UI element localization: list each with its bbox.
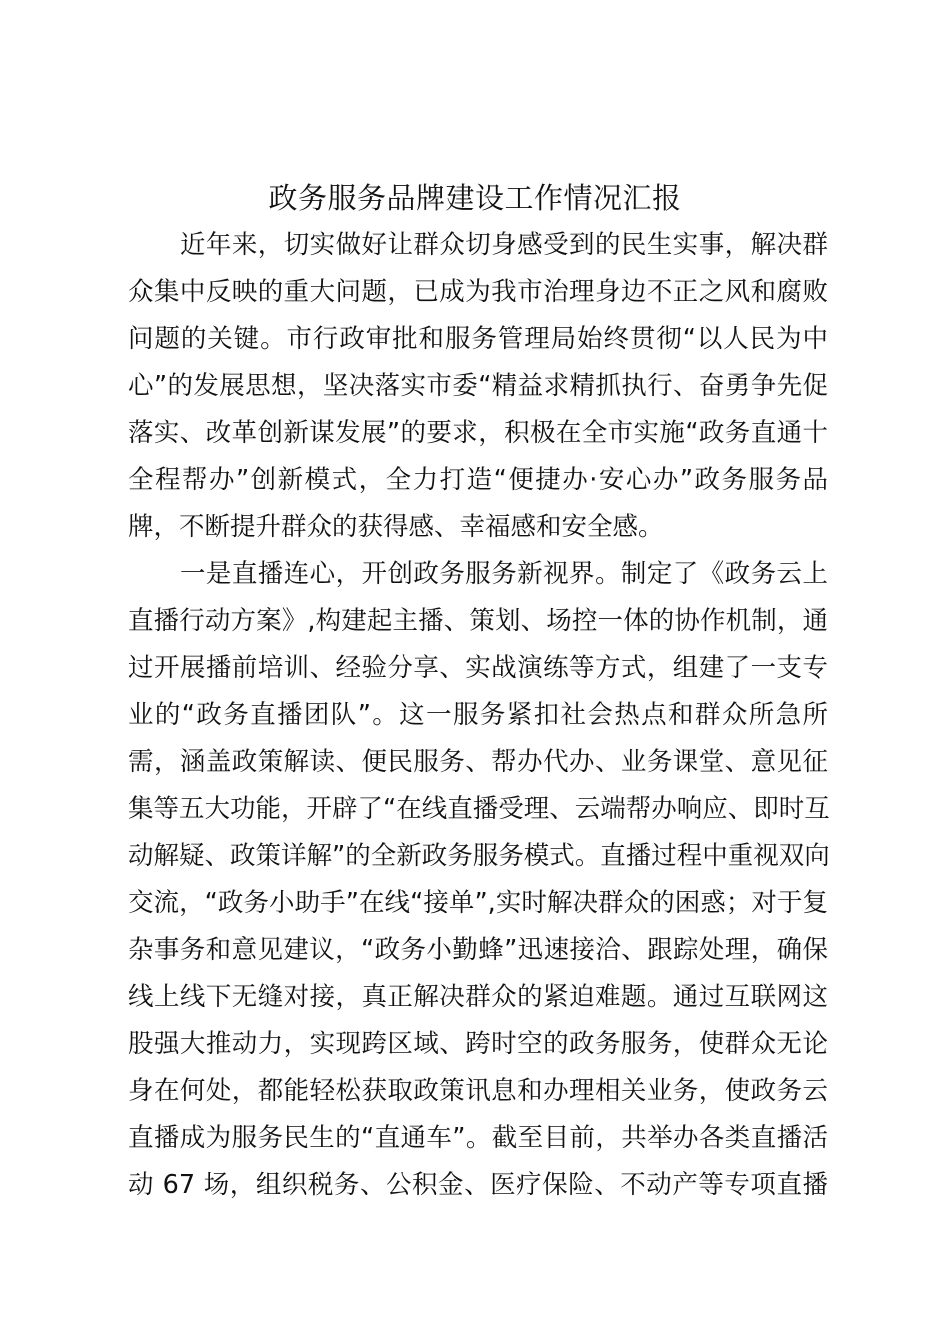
paragraph-line: 落实、改革创新谋发展”的要求，积极在全市实施“政务直通十 [128, 418, 828, 448]
paragraph-line: 股强大推动力，实现跨区域、跨时空的政务服务，使群众无论 [128, 1029, 828, 1059]
document-title: 政务服务品牌建设工作情况汇报 [268, 181, 682, 215]
paragraph-line: 需，涵盖政策解读、便民服务、帮办代办、业务课堂、意见征 [128, 747, 828, 777]
paragraph-line: 线上线下无缝对接，真正解决群众的紧迫难题。通过互联网这 [128, 982, 828, 1012]
paragraph-line: 身在何处，都能轻松获取政策讯息和办理相关业务，使政务云 [128, 1076, 828, 1106]
paragraph-line: 杂事务和意见建议，“政务小勤蜂”迅速接洽、跟踪处理，确保 [128, 935, 828, 965]
paragraph-line: 动解疑、政策详解”的全新政务服务模式。直播过程中重视双向 [128, 841, 830, 871]
paragraph-line: 交流，“政务小助手”在线“接单”,实时解决群众的困惑；对于复 [128, 888, 828, 918]
paragraph-line: 动 67 场，组织税务、公积金、医疗保险、不动产等专项直播 [128, 1170, 828, 1200]
paragraph-line: 集等五大功能，开辟了“在线直播受理、云端帮办响应、即时互 [128, 794, 830, 824]
paragraph-line: 心”的发展思想，坚决落实市委“精益求精抓执行、奋勇争先促 [128, 371, 828, 401]
paragraph-line: 众集中反映的重大问题，已成为我市治理身边不正之风和腐败 [128, 277, 828, 307]
paragraph-line: 问题的关键。市行政审批和服务管理局始终贯彻“以人民为中 [128, 324, 828, 354]
paragraph-line: 直播成为服务民生的“直通车”。截至目前，共举办各类直播活 [128, 1123, 828, 1153]
paragraph-line: 一是直播连心，开创政务服务新视界。制定了《政务云上 [180, 559, 828, 589]
paragraph-line: 牌，不断提升群众的获得感、幸福感和安全感。 [128, 512, 664, 542]
paragraph-line: 过开展播前培训、经验分享、实战演练等方式，组建了一支专 [128, 653, 828, 683]
paragraph-line: 全程帮办”创新模式，全力打造“便捷办·安心办”政务服务品 [128, 465, 828, 495]
paragraph-line: 业的“政务直播团队”。这一服务紧扣社会热点和群众所急所 [128, 700, 828, 730]
paragraph-line: 近年来，切实做好让群众切身感受到的民生实事，解决群 [180, 230, 828, 260]
paragraph-line: 直播行动方案》,构建起主播、策划、场控一体的协作机制，通 [128, 606, 828, 636]
